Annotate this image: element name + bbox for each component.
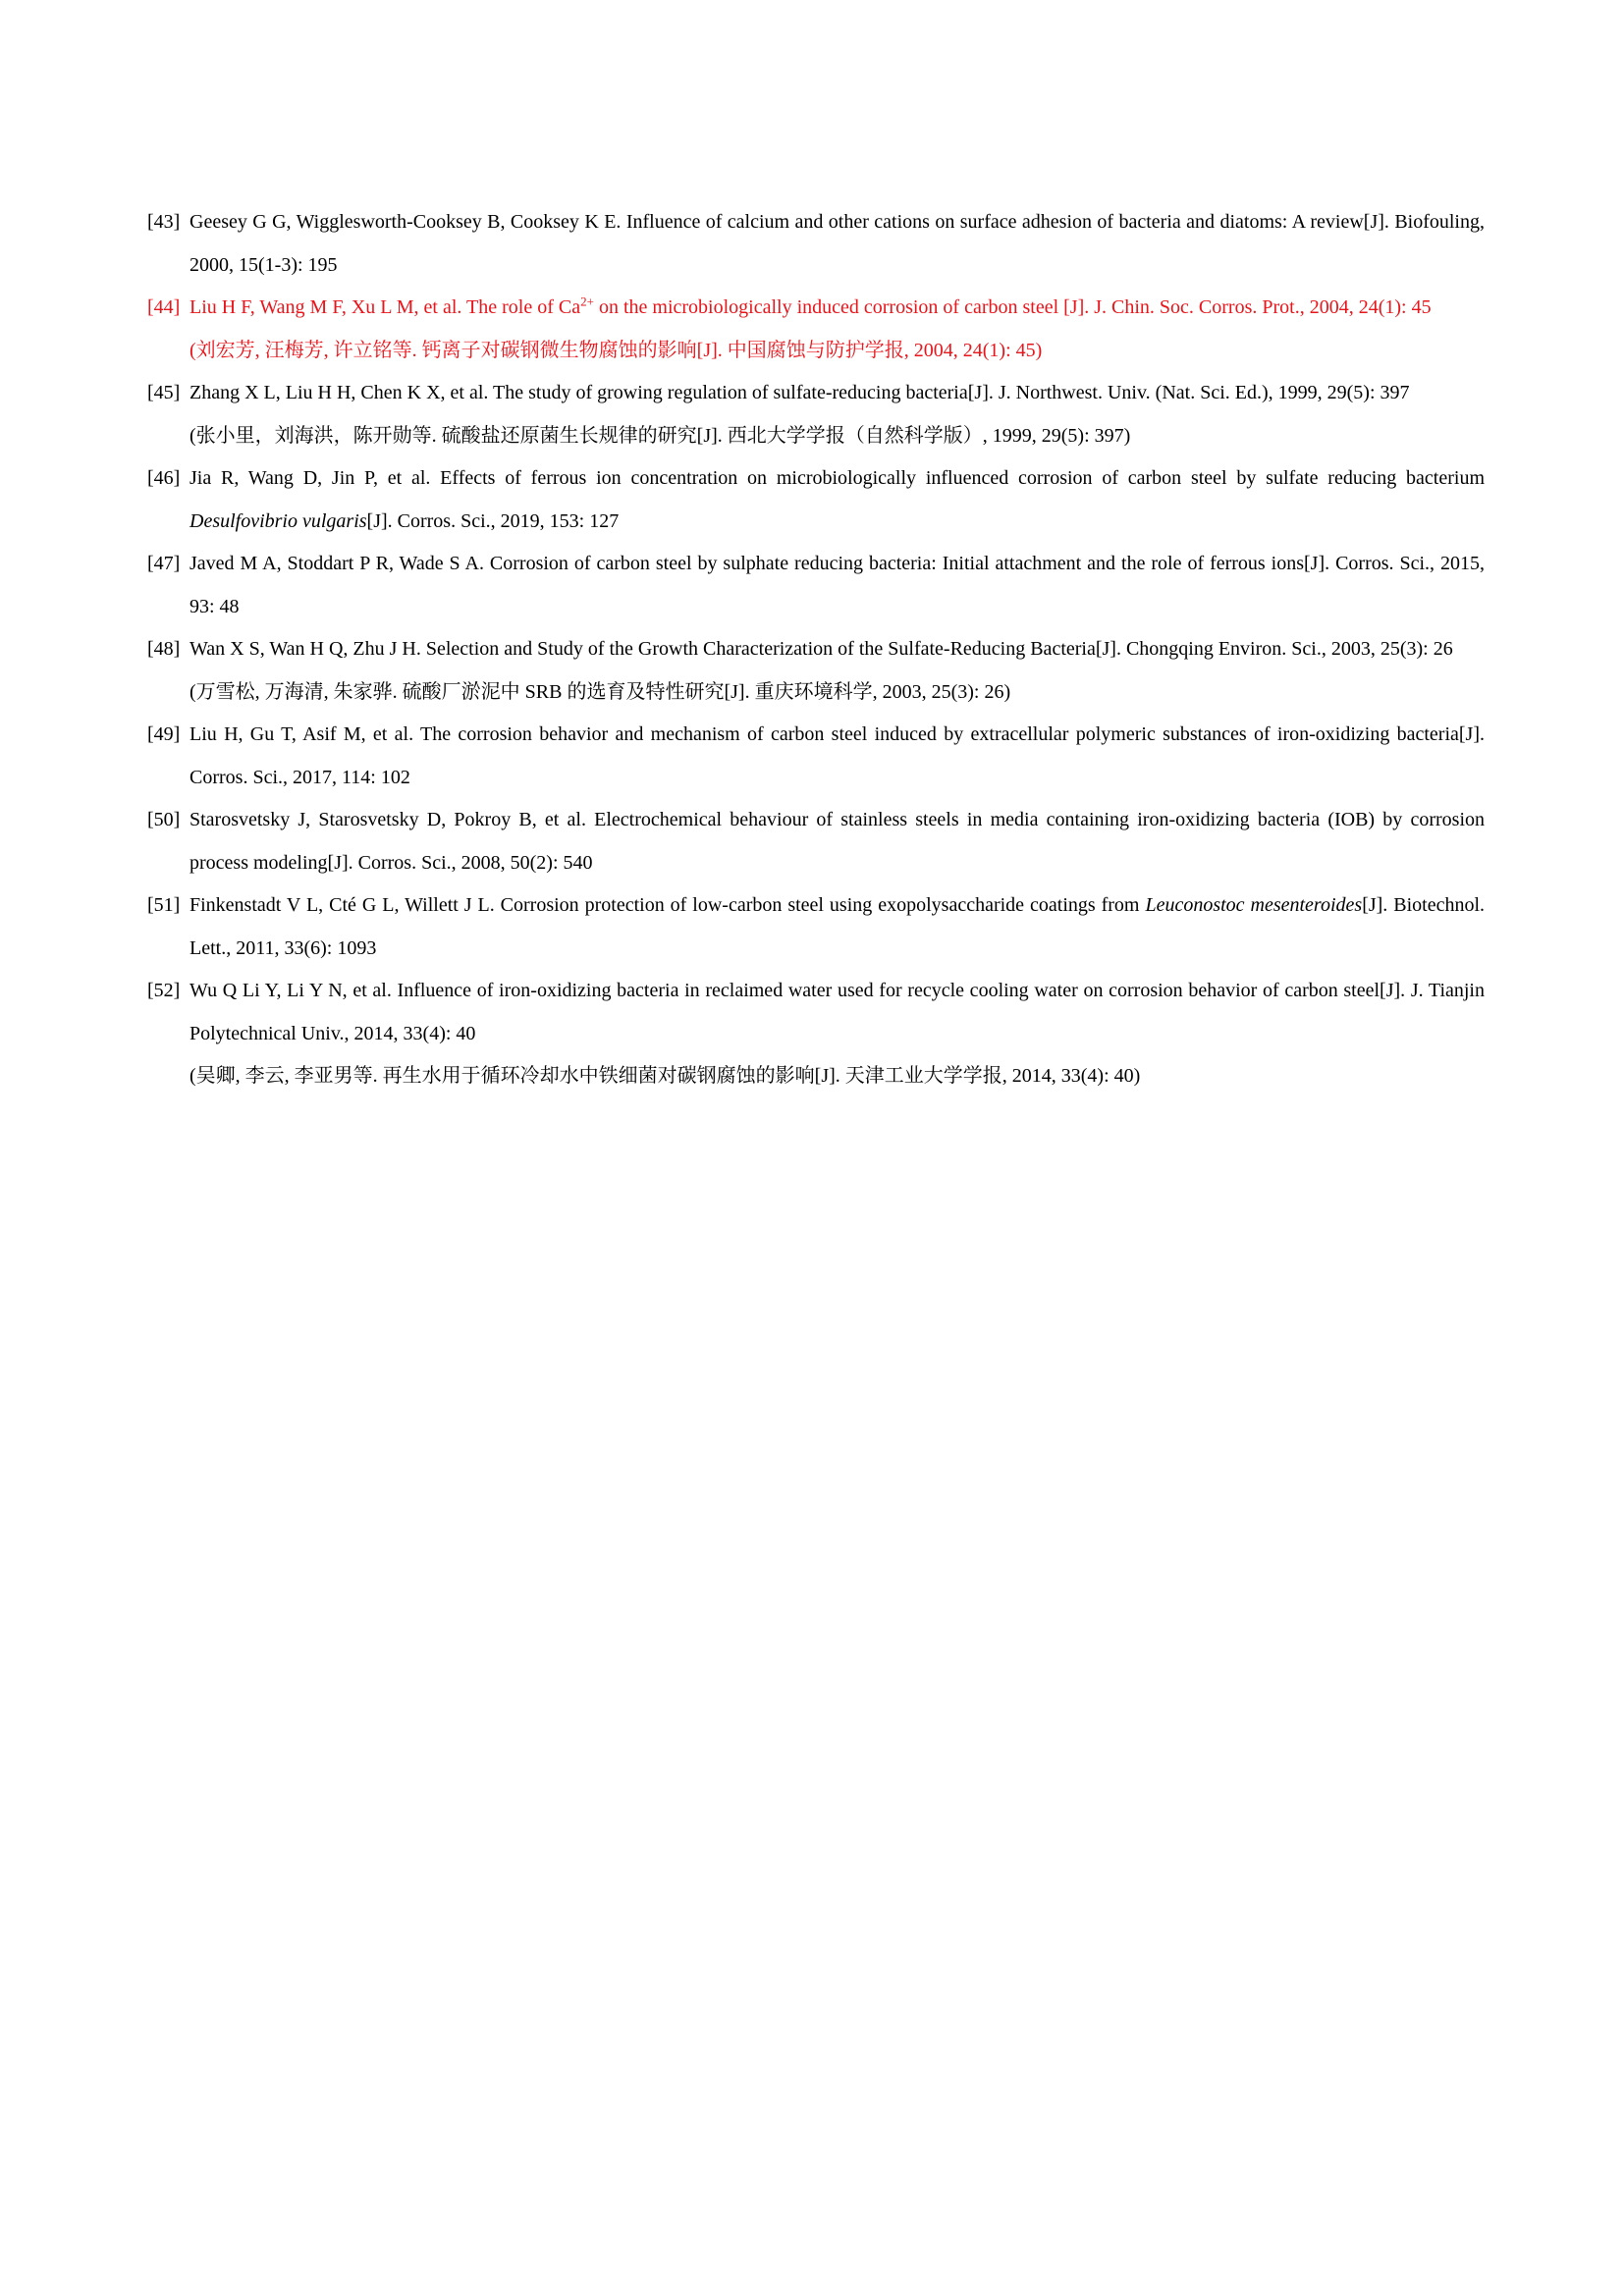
reference-text-en: Geesey G G, Wigglesworth-Cooksey B, Cooksey K E. Influence of calcium and other cations on surface adhesion of bacteria and diatoms: A review[J]. Biofouling, 2000, 15(1-3): 195 [189, 211, 1485, 276]
reference-text-en: Liu H, Gu T, Asif M, et al. The corrosion behavior and mechanism of carbon steel induced by extracellular polymeric substances of iron-oxidizing bacteria[J]. Corros. Sci., 2017, 114: 102 [189, 723, 1485, 788]
reference-51 [147, 884, 1485, 970]
reference-number: [45] [147, 382, 181, 403]
reference-text-en-part-a: Finkenstadt V L, Cté G L, Willett J L. Corrosion protection of low-carbon steel using exopolysaccharide coatings from [189, 894, 1146, 916]
reference-number: [50] [147, 809, 181, 830]
reference-text-en-part-b: [J]. Corros. Sci., 2019, 153: 127 [366, 509, 620, 532]
superscript-charge: 2+ [580, 294, 594, 309]
reference-45 [147, 372, 1485, 457]
reference-text-en: Wu Q Li Y, Li Y N, et al. Influence of iron-oxidizing bacteria in reclaimed water used for recycle cooling water on corrosion behavior of carbon steel[J]. J. Tianjin Polytechnical Univ., 2014, 33(4): 40 [189, 980, 1485, 1044]
reference-number: [48] [147, 638, 181, 660]
reference-text-en [189, 296, 1432, 318]
reference-number: [46] [147, 467, 181, 489]
reference-text-en-part-a: Liu H F, Wang M F, Xu L M, et al. The role of Ca [189, 296, 581, 318]
reference-44 [147, 287, 1485, 372]
reference-number: [44] [147, 296, 181, 318]
reference-list [147, 201, 1485, 1098]
reference-46 [147, 457, 1485, 543]
reference-text-en: Zhang X L, Liu H H, Chen K X, et al. The study of growing regulation of sulfate-reducing bacteria[J]. J. Northwest. Univ. (Nat. Sci. Ed.), 1999, 29(5): 397 [189, 382, 1410, 403]
reference-text-en [189, 894, 1485, 959]
reference-text-cn: (万雪松, 万海清, 朱家骅. 硫酸厂淤泥中 SRB 的选育及特性研究[J]. 重庆环境科学, 2003, 25(3): 26) [189, 680, 1011, 703]
reference-text-cn: (吴卿, 李云, 李亚男等. 再生水用于循环冷却水中铁细菌对碳钢腐蚀的影响[J]. 天津工业大学学报, 2014, 33(4): 40) [189, 1065, 1141, 1087]
reference-text-en-part-b: on the microbiologically induced corrosion of carbon steel [J]. J. Chin. Soc. Corros. Prot., 2004, 24(1): 45 [593, 296, 1432, 318]
reference-52 [147, 970, 1485, 1098]
reference-text-en: Wan X S, Wan H Q, Zhu J H. Selection and Study of the Growth Characterization of the Sulfate-Reducing Bacteria[J]. Chongqing Environ. Sci., 2003, 25(3): 26 [189, 638, 1453, 660]
reference-text-en-part-a: Jia R, Wang D, Jin P, et al. Effects of ferrous ion concentration on microbiologically influenced corrosion of carbon steel by sulfate reducing bacterium [189, 467, 1485, 489]
reference-text-en: Javed M A, Stoddart P R, Wade S A. Corrosion of carbon steel by sulphate reducing bacteria: Initial attachment and the role of ferrous ions[J]. Corros. Sci., 2015, 93: 48 [189, 553, 1485, 617]
reference-48 [147, 628, 1485, 714]
species-name: Leuconostoc mesenteroides [1145, 894, 1363, 916]
reference-text-cn: (刘宏芳, 汪梅芳, 许立铭等. 钙离子对碳钢微生物腐蚀的影响[J]. 中国腐蚀与防护学报, 2004, 24(1): 45) [189, 339, 1043, 361]
reference-text-en: Starosvetsky J, Starosvetsky D, Pokroy B, et al. Electrochemical behaviour of stainless steels in media containing iron-oxidizing bacteria (IOB) by corrosion process modeling[J]. Corros. Sci., 2008, 50(2): 540 [189, 809, 1485, 874]
reference-43 [147, 201, 1485, 287]
reference-number: [43] [147, 211, 181, 233]
reference-number: [52] [147, 980, 181, 1001]
reference-text-en-part-b: [J]. Biotechnol. Lett., 2011, 33(6): 1093 [189, 894, 1486, 959]
references-page [147, 201, 1485, 1098]
reference-number: [49] [147, 723, 181, 745]
species-name: Desulfovibrio vulgaris [189, 509, 367, 532]
reference-number: [47] [147, 553, 181, 574]
reference-47 [147, 543, 1485, 628]
reference-49 [147, 714, 1485, 799]
reference-number: [51] [147, 894, 181, 916]
reference-text-cn: (张小里，刘海洪，陈开勋等. 硫酸盐还原菌生长规律的研究[J]. 西北大学学报（自然科学版）, 1999, 29(5): 397) [189, 424, 1131, 447]
reference-text-en [189, 467, 1485, 532]
reference-50 [147, 799, 1485, 884]
